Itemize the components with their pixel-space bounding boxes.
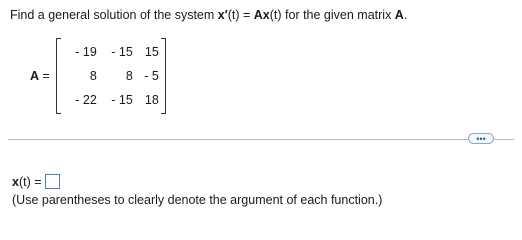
matrix-cell: - 19 — [75, 45, 97, 59]
question-part3: (t) for the given matrix — [269, 8, 395, 22]
matrix-cell: 18 — [144, 93, 159, 107]
question-matrix-a: A — [394, 8, 404, 22]
answer-suffix: (t) = — [18, 174, 42, 189]
matrix-cell: 8 — [125, 69, 133, 83]
question-part2: (t) = — [227, 8, 254, 22]
matrix-cell: - 22 — [75, 93, 97, 107]
matrix-cell: - 15 — [111, 93, 133, 107]
matrix-grid — [61, 40, 161, 112]
matrix-label — [30, 69, 50, 83]
answer-row — [12, 174, 60, 189]
more-options-button[interactable]: ••• — [468, 133, 494, 144]
question-part1: Find a general solution of the system — [10, 8, 218, 22]
section-divider-end — [494, 139, 514, 140]
matrix-right-bracket — [161, 38, 166, 114]
matrix-definition — [30, 38, 166, 114]
question-part4: . — [403, 8, 408, 22]
answer-input-box[interactable] — [45, 174, 60, 189]
matrix-cell: - 5 — [144, 69, 159, 83]
question-text — [10, 8, 407, 22]
instruction-text: (Use parentheses to clearly denote the argument of each function.) — [12, 193, 383, 207]
question-ax: Ax — [253, 8, 270, 22]
matrix-cell: 15 — [144, 45, 159, 59]
question-x-prime: x′ — [217, 8, 228, 22]
matrix-label-a: A — [30, 69, 40, 83]
matrix-cell: - 15 — [111, 45, 133, 59]
answer-x-label: x — [12, 174, 19, 189]
matrix-cell: 8 — [89, 69, 97, 83]
matrix-label-equals: = — [39, 69, 50, 83]
section-divider — [8, 139, 468, 140]
